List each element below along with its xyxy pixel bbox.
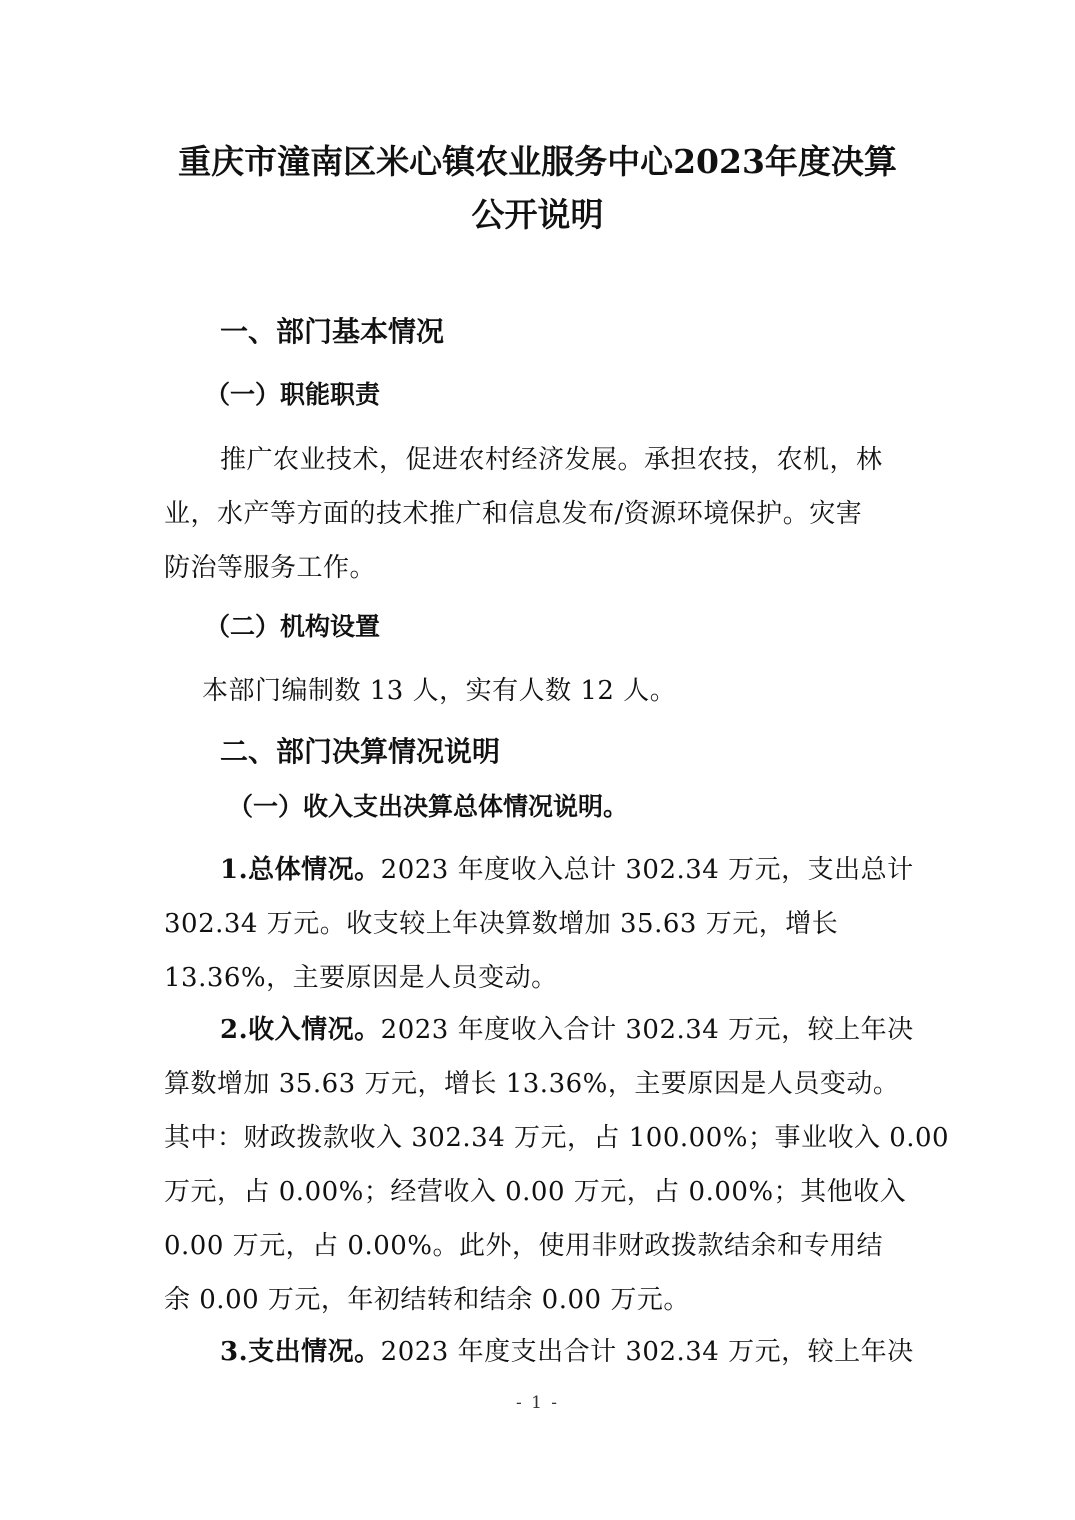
income-line-6: 余 0.00 万元，年初结转和结余 0.00 万元。 xyxy=(164,1285,690,1315)
section1-sub1-heading: （一）职能职责 xyxy=(205,380,381,409)
overall-line-1: 2023 年度收入总计 302.34 万元，支出总计 xyxy=(380,855,914,885)
overall-line-3: 13.36%，主要原因是人员变动。 xyxy=(164,963,558,993)
income-paragraph xyxy=(164,1003,950,1327)
expenditure-label: 3.支出情况。 xyxy=(220,1337,381,1367)
duties-line-2: 业，水产等方面的技术推广和信息发布/资源环境保护。灾害 xyxy=(164,499,863,529)
page-number: - 1 - xyxy=(515,1393,560,1413)
income-line-5: 0.00 万元，占 0.00%。此外，使用非财政拨款结余和专用结 xyxy=(164,1231,884,1261)
expenditure-line-1: 2023 年度支出合计 302.34 万元，较上年决 xyxy=(380,1337,914,1367)
duties-line-1: 推广农业技术，促进农村经济发展。承担农技，农机，林 xyxy=(220,445,883,475)
income-line-3: 其中：财政拨款收入 302.34 万元，占 100.00%；事业收入 0.00 xyxy=(164,1123,950,1153)
overall-label: 1.总体情况。 xyxy=(220,855,381,885)
income-line-1: 2023 年度收入合计 302.34 万元，较上年决 xyxy=(380,1015,914,1045)
duties-paragraph xyxy=(164,433,914,595)
income-line-4: 万元，占 0.00%；经营收入 0.00 万元，占 0.00%；其他收入 xyxy=(164,1177,907,1207)
section1-heading: 一、部门基本情况 xyxy=(220,315,445,348)
staffing-paragraph xyxy=(164,664,914,718)
document-title-line1: 重庆市潼南区米心镇农业服务中心2023年度决算 xyxy=(178,142,897,181)
income-label: 2.收入情况。 xyxy=(220,1015,381,1045)
overall-line-2: 302.34 万元。收支较上年决算数增加 35.63 万元，增长 xyxy=(164,909,839,939)
section2-heading: 二、部门决算情况说明 xyxy=(220,735,501,768)
duties-line-3: 防治等服务工作。 xyxy=(164,553,377,583)
section2-sub1-heading: （一）收入支出决算总体情况说明。 xyxy=(228,792,629,821)
document-title-line2: 公开说明 xyxy=(471,195,604,234)
overall-paragraph xyxy=(164,843,914,1005)
section1-sub2-heading: （二）机构设置 xyxy=(205,612,381,641)
staffing-line-1: 本部门编制数 13 人，实有人数 12 人。 xyxy=(202,676,677,706)
expenditure-paragraph xyxy=(164,1325,914,1379)
income-line-2: 算数增加 35.63 万元，增长 13.36%，主要原因是人员变动。 xyxy=(164,1069,900,1099)
